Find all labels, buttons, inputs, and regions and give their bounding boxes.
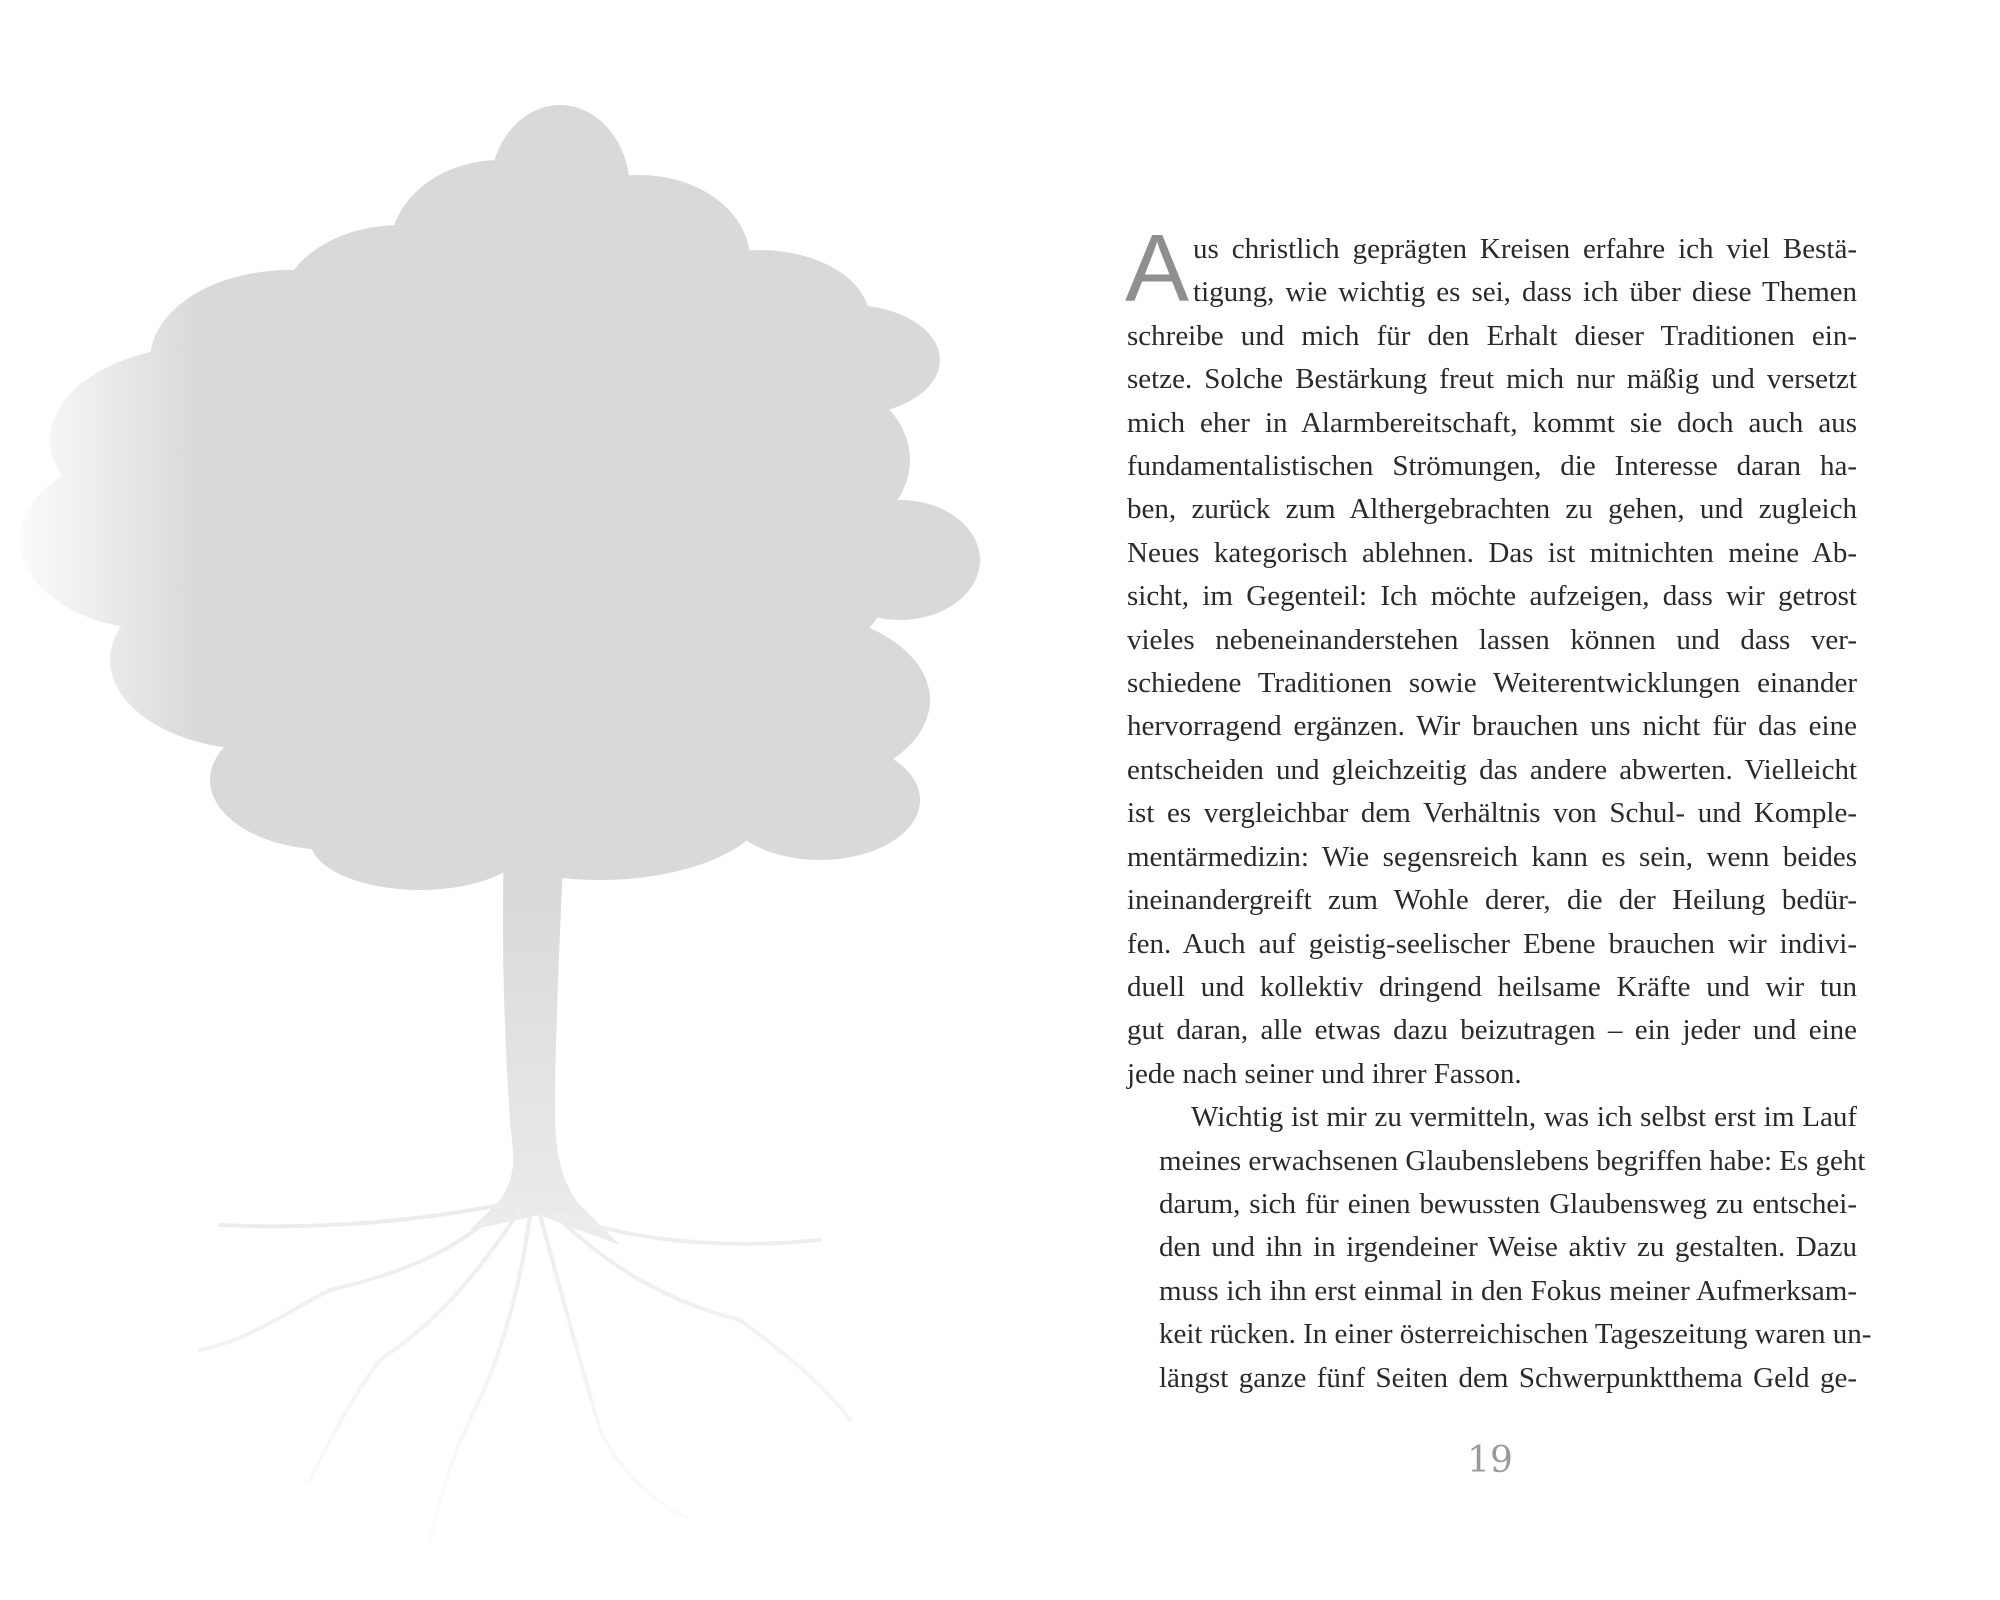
- text-line: Neues kategorisch ablehnen. Das ist mitnichten meine Ab-: [1127, 536, 1857, 569]
- body-text: [1125, 215, 1872, 1400]
- text-line: entscheiden und gleichzeitig das andere abwerten. Vielleicht: [1127, 753, 1857, 786]
- text-line: Wichtig ist mir zu vermitteln, was ich selbst erst im Lauf: [1191, 1101, 1857, 1134]
- text-line: jede nach seiner und ihrer Fasson.: [1127, 1057, 1522, 1090]
- text-line: gut daran, alle etwas dazu beizutragen – ein jeder und eine: [1127, 1014, 1857, 1047]
- text-line: vieles nebeneinanderstehen lassen können und dass ver-: [1127, 623, 1857, 656]
- text-line: us christlich geprägten Kreisen erfahre ich viel Bestä-: [1193, 233, 1857, 265]
- text-line: duell und kollektiv dringend heilsame Kräfte und wir tun: [1127, 970, 1857, 1003]
- text-line: meines erwachsenen Glaubenslebens begriffen habe: Es geht: [1159, 1144, 1866, 1177]
- text-line: fundamentalistischen Strömungen, die Interesse daran ha-: [1127, 450, 1857, 483]
- text-line: hervorragend ergänzen. Wir brauchen uns nicht für das eine: [1127, 710, 1857, 743]
- paragraph-2: [1127, 1096, 1872, 1400]
- text-line: mich eher in Alarmbereitschaft, kommt sie doch auch aus: [1127, 406, 1857, 439]
- text-line: tigung, wie wichtig es sei, dass ich über diese Themen: [1193, 276, 1857, 309]
- page-number: 19: [1467, 1440, 1513, 1481]
- text-line: schreibe und mich für den Erhalt dieser Traditionen ein-: [1127, 319, 1857, 352]
- text-line: fen. Auch auf geistig-seelischer Ebene brauchen wir indivi-: [1127, 927, 1857, 960]
- text-line: ist es vergleichbar dem Verhältnis von Schul- und Komple-: [1127, 797, 1857, 830]
- text-line: setze. Solche Bestärkung freut mich nur mäßig und versetzt: [1127, 363, 1857, 396]
- paragraph-1: [1125, 215, 1857, 1096]
- text-line: den und ihn in irgendeiner Weise aktiv zu gestalten. Dazu: [1159, 1231, 1857, 1264]
- text-line: ben, zurück zum Althergebrachten zu gehen, und zugleich: [1127, 493, 1857, 526]
- drop-cap: A: [1125, 215, 1190, 322]
- text-line: keit rücken. In einer österreichischen Tageszeitung waren un-: [1159, 1318, 1872, 1351]
- text-line: ineinandergreift zum Wohle derer, die der Heilung bedür-: [1127, 884, 1857, 917]
- text-line: längst ganze fünf Seiten dem Schwerpunktthema Geld ge-: [1159, 1361, 1857, 1394]
- text-line: mentärmedizin: Wie segensreich kann es sein, wenn beides: [1127, 840, 1857, 873]
- text-line: muss ich ihn erst einmal in den Fokus meiner Aufmerksam-: [1159, 1274, 1857, 1307]
- text-line: sicht, im Gegenteil: Ich möchte aufzeigen, dass wir getrost: [1127, 580, 1857, 613]
- text-line: darum, sich für einen bewussten Glaubensweg zu entschei-: [1159, 1187, 1857, 1220]
- text-line: schiedene Traditionen sowie Weiterentwicklungen einander: [1127, 667, 1857, 700]
